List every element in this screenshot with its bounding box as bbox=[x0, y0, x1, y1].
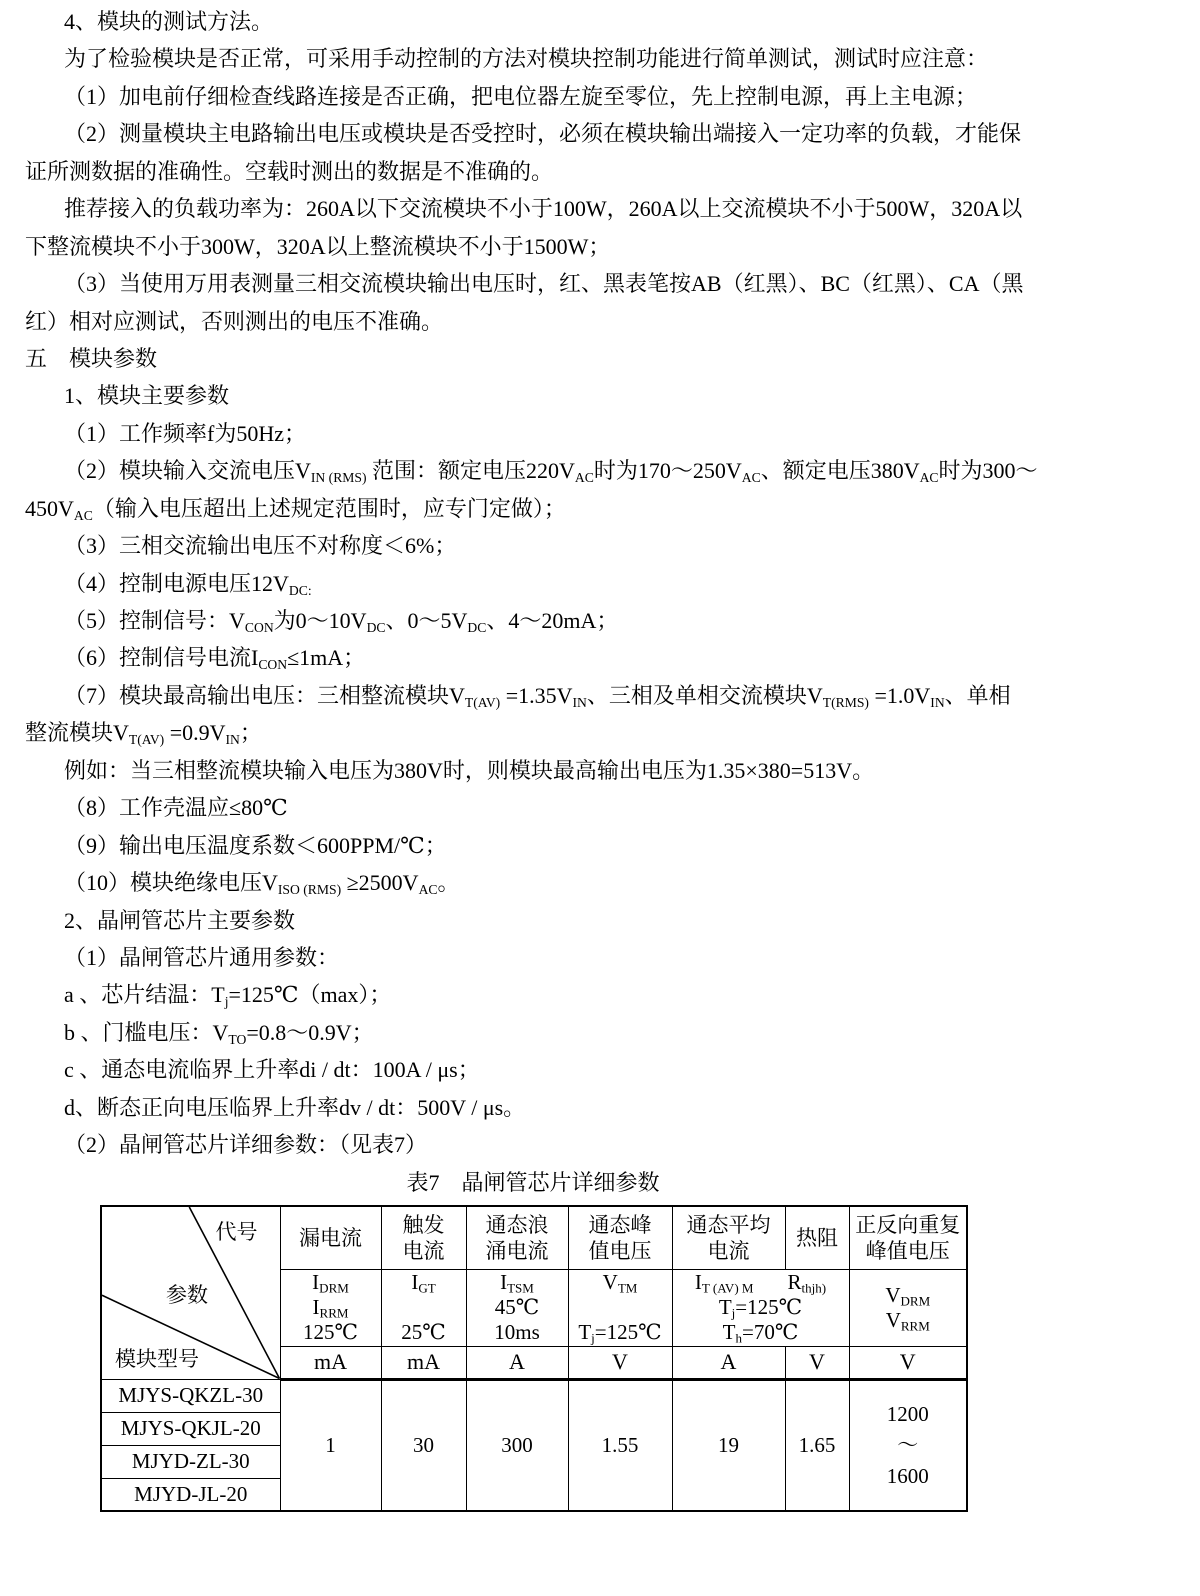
unit-thermal: V bbox=[785, 1346, 849, 1379]
value-thermal: 1.65 bbox=[785, 1379, 849, 1511]
table-corner-cell bbox=[101, 1206, 280, 1379]
document-lines bbox=[25, 3, 1180, 1164]
param-symbol-trigger bbox=[381, 1269, 466, 1346]
value-average-current: 19 bbox=[672, 1379, 785, 1511]
cell-line: $I_{T (AV) M}$ $R_{thjh)}$ bbox=[694, 1270, 827, 1296]
doc-line-2: 为了检验模块是否正常，可采用手动控制的方法对模块控制功能进行简单测试，测试时应注意： bbox=[64, 46, 989, 72]
cell-line: $I_{TSM}$ bbox=[500, 1270, 534, 1296]
table7-thyristor-detailed-params bbox=[100, 1205, 968, 1512]
cell-line bbox=[569, 1295, 672, 1320]
cell-line: 热阻 bbox=[796, 1225, 838, 1250]
cell-line: 25℃ bbox=[401, 1320, 446, 1344]
cell-line: 触发 bbox=[402, 1212, 445, 1237]
doc-line-6: 推荐接入的负载功率为：260A以下交流模块不小于100W，260A以上交流模块不小于500W，320A以 bbox=[64, 196, 1023, 222]
cell-line: ～ bbox=[897, 1432, 919, 1457]
doc-line-20: 整流模块$V_{T(AV)} =0.9V_{IN}$； bbox=[25, 720, 262, 748]
table7-wrapper bbox=[100, 1205, 1180, 1512]
col-header-repetitive-peak-voltage bbox=[849, 1206, 967, 1269]
cell-line: 正反向重复 bbox=[855, 1212, 961, 1237]
cell-line: 通态峰 bbox=[588, 1212, 652, 1237]
doc-line-1: 4、模块的测试方法。 bbox=[64, 9, 274, 34]
unit-leakage: mA bbox=[280, 1346, 381, 1379]
cell-line: 通态平均 bbox=[686, 1212, 771, 1237]
param-symbol-repetitive-peak bbox=[849, 1269, 967, 1346]
param-symbol-peak-voltage bbox=[568, 1269, 672, 1346]
cell-line: $V_{TM}$ bbox=[602, 1270, 638, 1296]
cell-line: 1200 bbox=[886, 1401, 929, 1426]
doc-line-12: （1）工作频率f为50Hz； bbox=[64, 420, 306, 446]
doc-line-27: a 、芯片结温：$T_j=125℃(\max)$； bbox=[64, 982, 392, 1010]
cell-line: 1600 bbox=[886, 1463, 929, 1488]
doc-line-28: b 、门槛电压：$V_{TO}=0.8\sim 0.9V$； bbox=[64, 1019, 374, 1047]
model-name-cell: MJYD-JL-20 bbox=[101, 1478, 280, 1511]
doc-line-10: 五 模块参数 bbox=[25, 345, 158, 371]
doc-line-18: （6）控制信号电流$I_{CON}\le 1mA$； bbox=[64, 645, 366, 673]
doc-line-16: （4）控制电源电压$12V_{DC:}$ bbox=[64, 570, 312, 598]
corner-label-model: 模块型号 bbox=[115, 1346, 199, 1371]
doc-line-22: （8）工作壳温应≤80℃ bbox=[64, 795, 288, 821]
col-header-leakage-current bbox=[280, 1206, 381, 1269]
cell-line: $V_{DRM}$ bbox=[885, 1282, 931, 1309]
doc-line-26: （1）晶闸管芯片通用参数： bbox=[64, 944, 340, 970]
value-repetitive-peak-range bbox=[849, 1379, 967, 1511]
cell-line: $I_{DRM}$ bbox=[312, 1270, 349, 1296]
param-symbol-leakage bbox=[280, 1269, 381, 1346]
doc-line-13: （2）模块输入交流电压$V_{IN (RMS)}$ 范围：额定电压$220V_{AC}$时为$170\sim 250V_{AC}$、额定电压$380V_{AC}$时为300～ bbox=[64, 458, 1038, 486]
unit-peak-voltage: V bbox=[568, 1346, 672, 1379]
doc-line-19: （7）模块最高输出电压：三相整流模块$V_{T(AV)} =1.35V_{IN}$、三相及单相交流模块$V_{T(RMS)} =1.0V_{IN}$、单相 bbox=[64, 682, 1011, 710]
unit-average-current: A bbox=[672, 1346, 785, 1379]
cell-line: 10ms bbox=[494, 1320, 540, 1344]
value-leakage: 1 bbox=[280, 1379, 381, 1511]
doc-line-17: （5）控制信号：$V_{CON}$为$0\sim 10V_{DC}$、$0\sim 5V_{DC}$、4～20mA； bbox=[64, 608, 619, 635]
doc-line-3: （1）加电前仔细检查线路连接是否正确，把电位器左旋至零位，先上控制电源，再上主电源； bbox=[64, 83, 978, 109]
model-name-cell: MJYS-QKZL-30 bbox=[101, 1379, 280, 1412]
unit-repetitive-peak: V bbox=[849, 1346, 967, 1379]
cell-line: 45℃ bbox=[494, 1295, 540, 1319]
doc-line-11: 1、模块主要参数 bbox=[64, 383, 230, 409]
col-header-trigger-current bbox=[381, 1206, 466, 1269]
unit-trigger: mA bbox=[381, 1346, 466, 1379]
doc-line-9: 红）相对应测试，否则测出的电压不准确。 bbox=[25, 308, 444, 334]
cell-line: $T_h=70℃$ bbox=[722, 1320, 799, 1346]
doc-line-25: 2、晶闸管芯片主要参数 bbox=[64, 907, 296, 933]
doc-line-31: （2）晶闸管芯片详细参数：（见表7） bbox=[64, 1132, 428, 1158]
doc-line-4: （2）测量模块主电路输出电压或模块是否受控时，必须在模块输出端接入一定功率的负载，才能保 bbox=[64, 121, 1022, 147]
col-header-average-current bbox=[672, 1206, 785, 1269]
cell-line: $I_{RRM}$ bbox=[312, 1295, 349, 1321]
corner-label-parameter: 参数 bbox=[166, 1283, 208, 1307]
doc-line-7: 下整流模块不小于300W，320A以上整流模块不小于1500W； bbox=[25, 233, 611, 259]
unit-surge: A bbox=[466, 1346, 568, 1379]
doc-line-8: （3）当使用万用表测量三相交流模块输出电压时，红、黑表笔按AB（红黑）、BC（红黑）、CA（黑 bbox=[64, 271, 1024, 297]
cell-line: 漏电流 bbox=[299, 1225, 362, 1250]
cell-line: 通态浪 bbox=[485, 1212, 549, 1237]
doc-line-23: （9）输出电压温度系数＜600PPM/℃； bbox=[64, 832, 447, 858]
doc-line-15: （3）三相交流输出电压不对称度＜6%； bbox=[64, 533, 457, 559]
cell-line: $T_j=125℃$ bbox=[578, 1320, 662, 1346]
model-name-cell: MJYS-QKJL-20 bbox=[101, 1412, 280, 1445]
cell-line: 电流 bbox=[402, 1238, 445, 1263]
model-name-cell: MJYD-ZL-30 bbox=[101, 1445, 280, 1478]
col-header-thermal-resistance bbox=[785, 1206, 849, 1269]
doc-line-24: （10）模块绝缘电压$V_{ISO (RMS)} \ge 2500V_{AC}$。 bbox=[64, 870, 460, 897]
value-trigger: 30 bbox=[381, 1379, 466, 1511]
cell-line: 值电压 bbox=[588, 1238, 652, 1263]
cell-line: $T_j=125℃$ bbox=[718, 1295, 803, 1321]
cell-line: 125℃ bbox=[303, 1320, 358, 1344]
value-surge: 300 bbox=[466, 1379, 568, 1511]
col-header-peak-voltage bbox=[568, 1206, 672, 1269]
doc-line-30: d、断态正向电压临界上升率dv / dt：500V / μs。 bbox=[64, 1094, 526, 1120]
col-header-surge-current bbox=[466, 1206, 568, 1269]
cell-line: 电流 bbox=[707, 1238, 750, 1263]
doc-line-21: 例如：当三相整流模块输入电压为380V时，则模块最高输出电压为1.35×380=513V。 bbox=[64, 757, 875, 783]
cell-line: 峰值电压 bbox=[865, 1238, 950, 1263]
doc-line-29: c 、通态电流临界上升率di / dt：100A / μs； bbox=[64, 1057, 480, 1083]
cell-line: 涌电流 bbox=[485, 1238, 549, 1263]
value-peak-voltage: 1.55 bbox=[568, 1379, 672, 1511]
corner-label-code: 代号 bbox=[215, 1220, 258, 1244]
cell-line: $V_{RRM}$ bbox=[885, 1307, 930, 1334]
table-caption: 表7 晶闸管芯片详细参数 bbox=[406, 1169, 660, 1195]
doc-line-14: $450V_{AC}$（输入电压超出上述规定范围时，应专门定做）； bbox=[25, 495, 566, 523]
cell-line: $I_{GT}$ bbox=[411, 1270, 436, 1296]
param-symbol-average-and-thermal bbox=[672, 1269, 849, 1346]
param-symbol-surge bbox=[466, 1269, 568, 1346]
cell-line bbox=[382, 1295, 466, 1320]
doc-line-5: 证所测数据的准确性。空载时测出的数据是不准确的。 bbox=[25, 158, 554, 184]
